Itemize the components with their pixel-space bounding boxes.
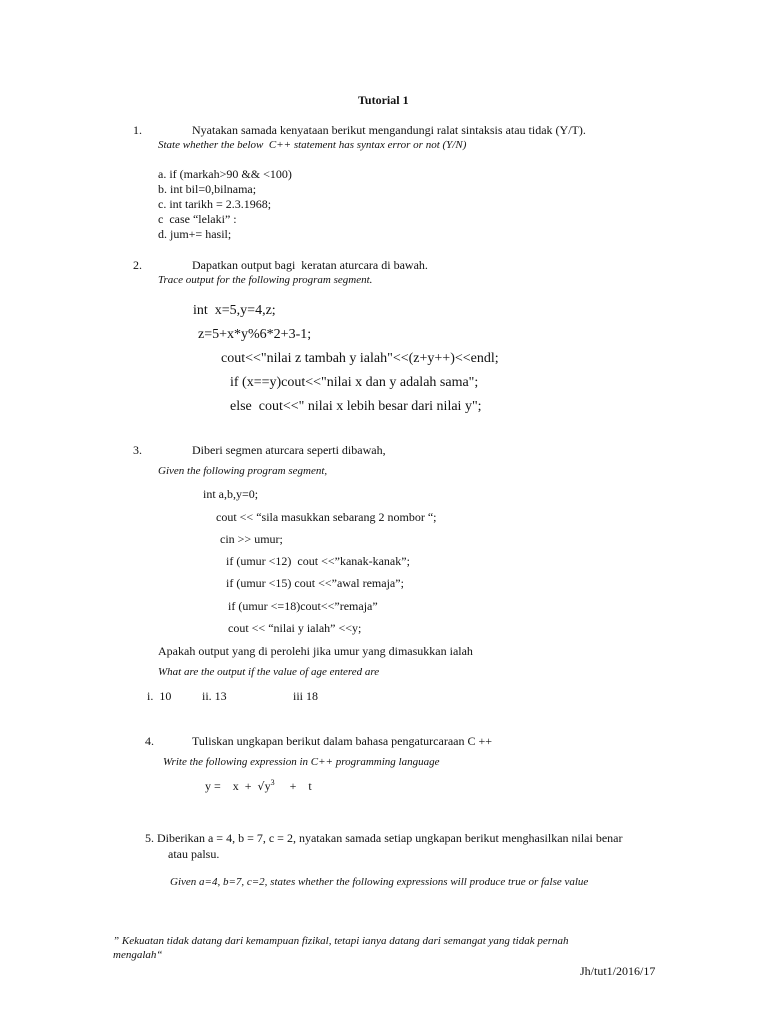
footer-quote-line-1: ” Kekuatan tidak datang dari kemampuan fizikal, tetapi ianya datang dari semangat yang tidak pernah bbox=[113, 935, 569, 947]
q3-answer-option: i. 10 bbox=[147, 689, 172, 703]
q3-answer-option: ii. 13 bbox=[202, 689, 227, 703]
expr-exponent: 3 bbox=[270, 778, 275, 787]
q3-number: 3. bbox=[133, 443, 142, 457]
square-root-icon: √ bbox=[257, 780, 265, 793]
q3-code-line: cout << “nilai y ialah” <<y; bbox=[228, 621, 362, 635]
q3-text-english: Given the following program segment, bbox=[158, 465, 328, 477]
page-title: Tutorial 1 bbox=[358, 93, 409, 107]
expr-variable: y bbox=[264, 779, 271, 793]
q3-answer-option: iii 18 bbox=[293, 689, 319, 703]
q1-item: d. jum+= hasil; bbox=[158, 227, 232, 241]
q1-number: 1. bbox=[133, 123, 142, 137]
q3-code-line: if (umur <15) cout <<”awal remaja”; bbox=[226, 576, 404, 590]
q1-item: a. if (markah>90 && <100) bbox=[158, 167, 292, 181]
q4-expression bbox=[205, 780, 312, 792]
q1-item: c case “lelaki” : bbox=[158, 212, 237, 226]
footer-reference: Jh/tut1/2016/17 bbox=[580, 964, 656, 978]
expr-left: y = x + bbox=[205, 779, 258, 793]
q2-code-line: z=5+x*y%6*2+3-1; bbox=[198, 327, 312, 342]
q3-code-line: cout << “sila masukkan sebarang 2 nombor “; bbox=[216, 510, 437, 524]
q2-code-line: if (x==y)cout<<"nilai x dan y adalah sama"; bbox=[230, 375, 479, 390]
q3-question-english: What are the output if the value of age entered are bbox=[158, 666, 380, 678]
expr-right: + t bbox=[274, 779, 312, 793]
q3-code-line: if (umur <12) cout <<”kanak-kanak”; bbox=[226, 554, 410, 568]
q1-item: c. int tarikh = 2.3.1968; bbox=[158, 197, 272, 211]
q1-text-malay: Nyatakan samada kenyataan berikut mengandungi ralat sintaksis atau tidak (Y/T). bbox=[192, 123, 586, 137]
q2-code-line: else cout<<" nilai x lebih besar dari nilai y"; bbox=[230, 399, 482, 414]
q2-text-malay: Dapatkan output bagi keratan aturcara di bawah. bbox=[192, 258, 428, 272]
q5-text-english: Given a=4, b=7, c=2, states whether the following expressions will produce true or false value bbox=[170, 876, 589, 888]
q4-text-malay: Tuliskan ungkapan berikut dalam bahasa pengaturcaraan C ++ bbox=[192, 734, 493, 748]
q2-code-line: int x=5,y=4,z; bbox=[193, 303, 276, 318]
q2-code-line: cout<<"nilai z tambah y ialah"<<(z+y++)<<endl; bbox=[221, 351, 499, 366]
q3-code-line: cin >> umur; bbox=[220, 532, 283, 546]
q4-number: 4. bbox=[145, 734, 154, 748]
q2-text-english: Trace output for the following program segment. bbox=[158, 274, 373, 286]
q3-code-line: if (umur <=18)cout<<”remaja” bbox=[228, 599, 378, 613]
q5-line-1: 5. Diberikan a = 4, b = 7, c = 2, nyatakan samada setiap ungkapan berikut menghasilkan nilai benar bbox=[145, 831, 623, 845]
q2-number: 2. bbox=[133, 258, 142, 272]
q3-text-malay: Diberi segmen aturcara seperti dibawah, bbox=[192, 443, 386, 457]
q1-item: b. int bil=0,bilnama; bbox=[158, 182, 257, 196]
q3-code-line: int a,b,y=0; bbox=[203, 487, 259, 501]
q1-text-english: State whether the below C++ statement has syntax error or not (Y/N) bbox=[158, 139, 467, 151]
q4-text-english: Write the following expression in C++ programming language bbox=[163, 756, 440, 768]
footer-quote-line-2: mengalah“ bbox=[113, 949, 163, 961]
q3-question-malay: Apakah output yang di perolehi jika umur yang dimasukkan ialah bbox=[158, 644, 473, 658]
q5-line-2: atau palsu. bbox=[168, 847, 220, 861]
